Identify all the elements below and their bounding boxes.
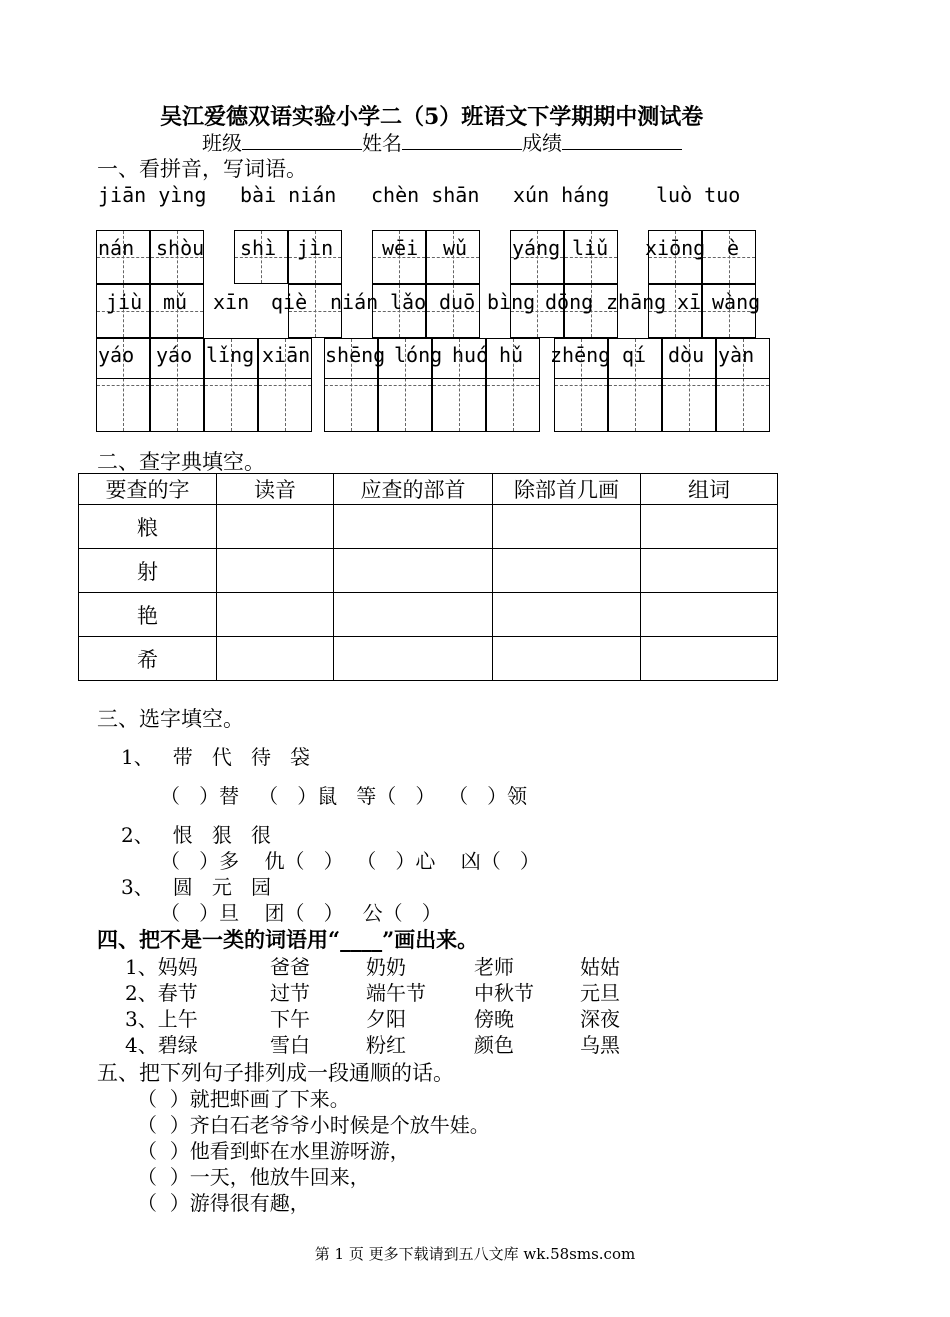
- q3-choices: 3、 圆 元 园: [121, 875, 271, 899]
- answer-cell[interactable]: [493, 637, 641, 681]
- pinyin-band-line: [96, 378, 312, 379]
- score-blank[interactable]: [562, 131, 682, 150]
- pinyin-word: chèn shān: [371, 183, 480, 207]
- pinyin-syllable: è: [727, 236, 740, 260]
- class-label: 班级: [202, 131, 242, 155]
- pinyin-syllable: shì: [240, 236, 277, 260]
- char-cell: 希: [79, 637, 217, 681]
- class-blank[interactable]: [242, 131, 362, 150]
- column-header: 要查的字: [79, 474, 217, 505]
- word-item[interactable]: 傍晚: [474, 1007, 514, 1031]
- word-item[interactable]: 老师: [474, 955, 514, 979]
- pinyin-syllable: shēng: [325, 343, 386, 367]
- pinyin-syllable: jiù: [106, 290, 143, 314]
- answer-cell[interactable]: [334, 505, 493, 549]
- pinyin-syllable: shòu: [156, 236, 205, 260]
- word-item[interactable]: 2、春节: [125, 981, 198, 1005]
- sentence-item[interactable]: （ ）一天，他放牛回来，: [137, 1165, 370, 1189]
- name-blank[interactable]: [402, 131, 522, 150]
- pinyin-syllable: zhēng: [550, 343, 611, 367]
- pinyin-syllable: xiōng: [645, 236, 706, 260]
- pinyin-word: jiān yìng: [98, 183, 207, 207]
- answer-cell[interactable]: [334, 593, 493, 637]
- pinyin-syllable: yàn: [718, 343, 755, 367]
- pinyin-syllable: yáo: [156, 343, 193, 367]
- q1-blanks[interactable]: （ ）替 （ ）鼠 等（ ） （ ）领: [160, 784, 528, 808]
- answer-cell[interactable]: [334, 549, 493, 593]
- column-header: 读音: [217, 474, 334, 505]
- char-cell: 粮: [79, 505, 217, 549]
- pinyin-band-line: [324, 378, 540, 379]
- section3-heading: 三、选字填空。: [97, 707, 244, 731]
- answer-cell[interactable]: [217, 637, 334, 681]
- word-item[interactable]: 深夜: [580, 1007, 620, 1031]
- pinyin-word: xún háng: [513, 183, 610, 207]
- word-item[interactable]: 中秋节: [474, 981, 534, 1005]
- pinyin-syllable: yáo: [98, 343, 135, 367]
- answer-cell[interactable]: [493, 593, 641, 637]
- word-item[interactable]: 颜色: [474, 1033, 514, 1057]
- sentence-item[interactable]: （ ）他看到虾在水里游呀游，: [137, 1139, 410, 1163]
- pinyin-syllable: hǔ: [499, 343, 524, 367]
- char-cell: 射: [79, 549, 217, 593]
- answer-cell[interactable]: [493, 549, 641, 593]
- pinyin-syllable: mǔ: [163, 290, 188, 314]
- header-fields: [202, 127, 682, 156]
- column-header: 除部首几画: [493, 474, 641, 505]
- q3-blanks[interactable]: （ ）旦 团（ ） 公（ ）: [160, 901, 442, 925]
- pinyin-word: luò tuo: [656, 183, 741, 207]
- pinyin-syllable: lǎo: [390, 290, 427, 314]
- pinyin-syllable: duō: [439, 290, 476, 314]
- answer-cell[interactable]: [641, 549, 778, 593]
- word-item[interactable]: 1、妈妈: [125, 955, 198, 979]
- table-row: [79, 593, 778, 637]
- pinyin-syllable: wǔ: [443, 236, 468, 260]
- pinyin-syllable: wàng: [712, 290, 761, 314]
- pinyin-syllable: yáng: [512, 236, 561, 260]
- pinyin-syllable: liǔ: [572, 236, 609, 260]
- pinyin-syllable: nián: [330, 290, 379, 314]
- pinyin-syllable: nán: [98, 236, 135, 260]
- pinyin-syllable: wēi: [382, 236, 419, 260]
- sentence-item[interactable]: （ ）就把虾画了下来。: [137, 1087, 350, 1111]
- answer-cell[interactable]: [217, 549, 334, 593]
- word-item[interactable]: 爸爸: [270, 955, 310, 979]
- page-title: 吴江爱德双语实验小学二（5）班语文下学期期中测试卷: [160, 104, 704, 130]
- pinyin-syllable: dōng: [545, 290, 594, 314]
- dictionary-table: [78, 473, 778, 681]
- section1-heading: 一、看拼音，写词语。: [97, 157, 307, 181]
- word-item[interactable]: 粉红: [366, 1033, 406, 1057]
- pinyin-syllable: lóng: [394, 343, 443, 367]
- column-header: 应查的部首: [334, 474, 493, 505]
- pinyin-syllable: zhāng: [606, 290, 667, 314]
- char-cell: 艳: [79, 593, 217, 637]
- word-item[interactable]: 雪白: [270, 1033, 310, 1057]
- pinyin-syllable: xiān: [262, 343, 311, 367]
- column-header: 组词: [641, 474, 778, 505]
- page-footer: 第 1 页 更多下载请到五八文库 wk.58sms.com: [314, 1245, 636, 1263]
- pinyin-syllable: xī: [677, 290, 702, 314]
- pinyin-word: bài nián: [240, 183, 337, 207]
- word-item[interactable]: 4、碧绿: [125, 1033, 198, 1057]
- section4-heading: 四、把不是一类的词语用“____”画出来。: [97, 927, 479, 952]
- answer-cell[interactable]: [217, 593, 334, 637]
- answer-cell[interactable]: [641, 593, 778, 637]
- answer-cell[interactable]: [493, 505, 641, 549]
- sentence-item[interactable]: （ ）游得很有趣，: [137, 1191, 310, 1215]
- pinyin-syllable: dòu: [668, 343, 705, 367]
- word-item[interactable]: 3、上午: [125, 1007, 198, 1031]
- answer-cell[interactable]: [334, 637, 493, 681]
- score-label: 成绩: [522, 131, 562, 155]
- pinyin-syllable: qiè: [271, 290, 308, 314]
- section2-heading: 二、查字典填空。: [97, 450, 265, 474]
- word-item[interactable]: 乌黑: [580, 1033, 620, 1057]
- pinyin-syllable: huó: [452, 343, 489, 367]
- answer-cell[interactable]: [641, 637, 778, 681]
- pinyin-syllable: bìng: [487, 290, 536, 314]
- pinyin-band-line: [554, 378, 770, 379]
- section5-heading: 五、把下列句子排列成一段通顺的话。: [97, 1061, 454, 1085]
- pinyin-syllable: jìn: [297, 236, 334, 260]
- name-label: 姓名: [362, 131, 402, 155]
- word-item[interactable]: 姑姑: [580, 955, 620, 979]
- word-item[interactable]: 端午节: [366, 981, 426, 1005]
- answer-cell[interactable]: [217, 505, 334, 549]
- q2-blanks[interactable]: （ ）多 仇（ ） （ ）心 凶（ ）: [160, 849, 540, 873]
- word-item[interactable]: 元旦: [580, 981, 620, 1005]
- word-item[interactable]: 夕阳: [366, 1007, 406, 1031]
- q2-choices: 2、 恨 狠 很: [121, 823, 271, 847]
- word-item[interactable]: 奶奶: [366, 955, 406, 979]
- table-row: [79, 549, 778, 593]
- answer-cell[interactable]: [641, 505, 778, 549]
- pinyin-syllable: qí: [622, 343, 647, 367]
- pinyin-syllable: lǐng: [206, 343, 255, 367]
- word-item[interactable]: 过节: [270, 981, 310, 1005]
- word-item[interactable]: 下午: [270, 1007, 310, 1031]
- table-row: [79, 505, 778, 549]
- sentence-item[interactable]: （ ）齐白石老爷爷小时候是个放牛娃。: [137, 1113, 490, 1137]
- table-row: [79, 637, 778, 681]
- q1-choices: 1、 带 代 待 袋: [121, 745, 311, 769]
- pinyin-syllable: xīn: [213, 290, 250, 314]
